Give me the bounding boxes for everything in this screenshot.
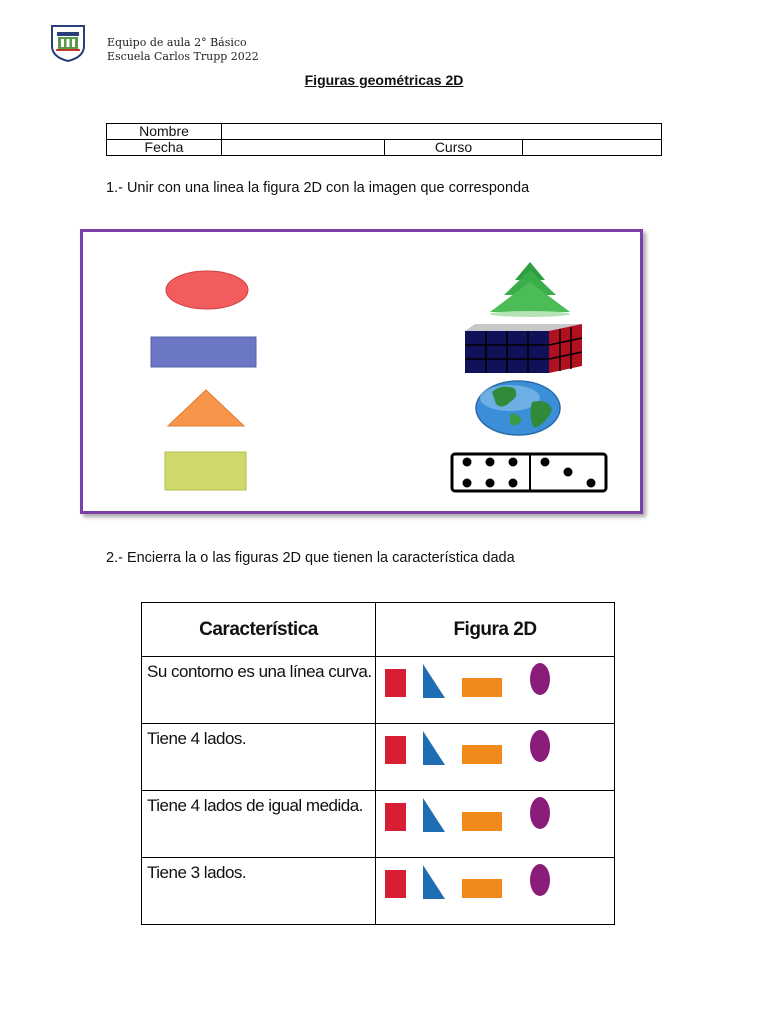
question-1: 1.- Unir con una linea la figura 2D con la imagen que corresponda: [106, 180, 530, 196]
rubik-cube-icon: [465, 324, 582, 373]
triangle-shape: [168, 390, 244, 426]
blue-triangle-icon: [423, 798, 445, 832]
col-header-characteristic: Característica: [142, 603, 376, 657]
header-line-2: Escuela Carlos Trupp 2022: [107, 50, 259, 63]
red-square-icon: [385, 736, 406, 764]
orange-rectangle-icon: [462, 678, 502, 697]
figure-options: [376, 859, 614, 919]
figure-options: [376, 725, 614, 785]
row-label: Tiene 4 lados.: [142, 724, 376, 791]
table-row: [142, 724, 615, 791]
earth-globe-icon: [476, 381, 560, 435]
characteristics-table: [141, 602, 615, 925]
figure-options: [376, 658, 614, 718]
figure-cell: [376, 858, 615, 925]
question-2: 2.- Encierra la o las figuras 2D que tienen la característica dada: [106, 550, 515, 566]
purple-oval-icon: [530, 797, 550, 829]
ellipse-shape: [166, 271, 248, 309]
purple-oval-icon: [530, 663, 550, 695]
row-label: Su contorno es una línea curva.: [142, 657, 376, 724]
blue-triangle-icon: [423, 865, 445, 899]
table-row: [142, 657, 615, 724]
table-row: [142, 791, 615, 858]
page-title: Figuras geométricas 2D: [304, 72, 464, 88]
col-header-figure: Figura 2D: [376, 603, 615, 657]
tree-icon: [490, 262, 570, 317]
purple-oval-icon: [530, 730, 550, 762]
orange-rectangle-icon: [462, 745, 502, 764]
blue-triangle-icon: [423, 664, 445, 698]
row-label: Tiene 4 lados de igual medida.: [142, 791, 376, 858]
orange-rectangle-icon: [462, 879, 502, 898]
purple-oval-icon: [530, 864, 550, 896]
square-shape: [165, 452, 246, 490]
figure-options: [376, 792, 614, 852]
orange-rectangle-icon: [462, 812, 502, 831]
blue-triangle-icon: [423, 731, 445, 765]
rectangle-shape: [151, 337, 256, 367]
row-label: Tiene 3 lados.: [142, 858, 376, 925]
figure-cell: [376, 657, 615, 724]
red-square-icon: [385, 870, 406, 898]
domino-icon: [452, 454, 606, 491]
header-line-1: Equipo de aula 2° Básico: [107, 36, 247, 49]
table-row: [142, 858, 615, 925]
red-square-icon: [385, 669, 406, 697]
figure-cell: [376, 724, 615, 791]
figure-cell: [376, 791, 615, 858]
date-label: Fecha: [107, 140, 222, 156]
course-label: Curso: [385, 140, 523, 156]
red-square-icon: [385, 803, 406, 831]
name-label: Nombre: [107, 124, 222, 140]
